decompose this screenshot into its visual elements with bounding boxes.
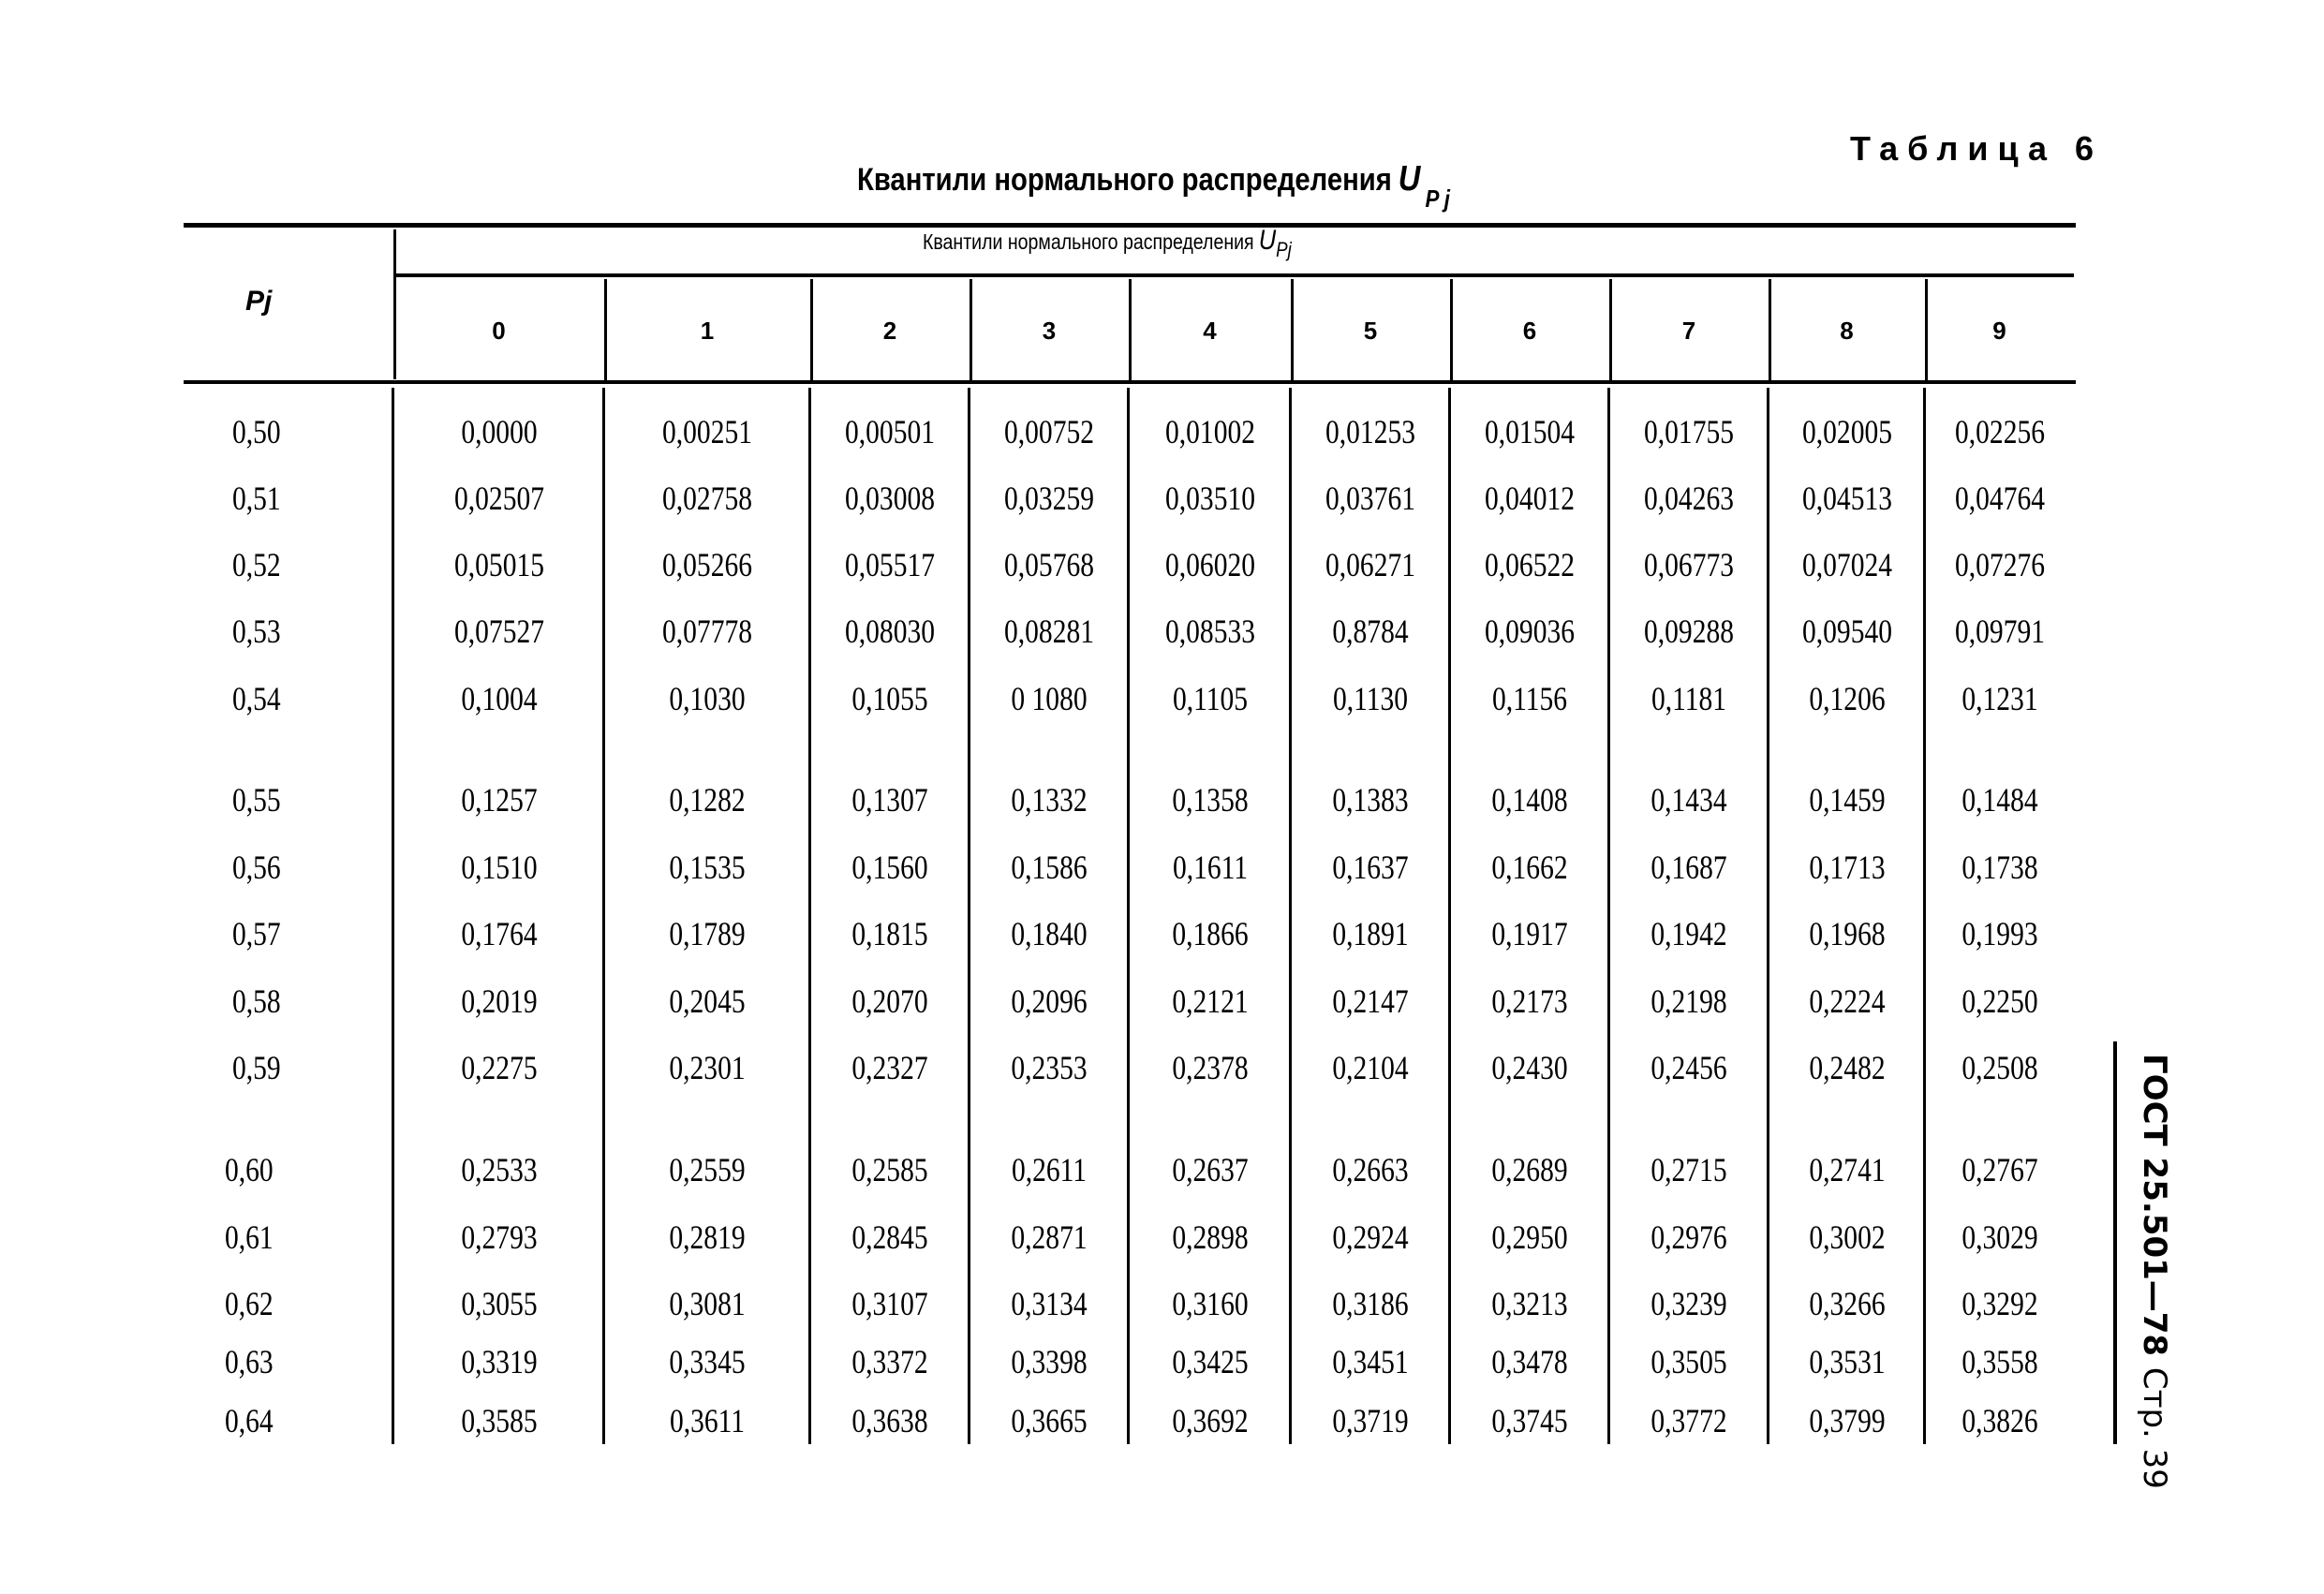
table-cell: 0,2767 [1961, 1151, 2038, 1188]
title-subscript: P j [1425, 184, 1450, 213]
body-column-divider [1127, 388, 1130, 1444]
body-column-divider [1767, 388, 1769, 1444]
body-column-divider [602, 388, 605, 1444]
table-cell: 0,3451 [1332, 1343, 1409, 1380]
table-cell: 0,3345 [669, 1343, 746, 1380]
table-cell: 0,2045 [669, 982, 746, 1020]
table-cell: 0,1257 [460, 781, 538, 819]
table-cell: 0,05517 [845, 546, 935, 583]
table-cell: 0,2741 [1808, 1151, 1886, 1188]
table-cell: 0,02256 [1954, 413, 2045, 450]
table-cell: 0,04263 [1644, 480, 1734, 517]
table-cell: 0,1004 [460, 680, 538, 717]
row-p-value: 0,53 [232, 613, 281, 650]
table-cell: 0,3772 [1650, 1402, 1727, 1439]
table-cell: 0,2198 [1650, 982, 1727, 1020]
body-column-divider [808, 388, 811, 1444]
table-cell: 0,2482 [1808, 1049, 1886, 1086]
table-cell: 0,2378 [1171, 1049, 1249, 1086]
table-cell: 0,08281 [1004, 613, 1094, 650]
row-p-value: 0,64 [225, 1402, 274, 1439]
table-cell: 0,2353 [1011, 1049, 1088, 1086]
header-column-divider [1925, 279, 1928, 380]
table-cell: 0,03259 [1004, 480, 1094, 517]
table-cell: 0,3638 [851, 1402, 928, 1439]
table-cell: 0,1130 [1332, 680, 1409, 717]
row-p-value: 0,61 [225, 1218, 274, 1256]
column-header-7: 7 [1681, 317, 1696, 345]
table-cell: 0,3531 [1808, 1343, 1886, 1380]
table-cell: 0,3665 [1011, 1402, 1088, 1439]
table-cell: 0,05266 [662, 546, 752, 583]
table-cell: 0,1891 [1332, 915, 1409, 952]
row-p-value: 0,56 [232, 849, 281, 886]
table-cell: 0,1156 [1491, 680, 1568, 717]
table-cell: 0,2637 [1171, 1151, 1249, 1188]
column-header-5: 5 [1363, 317, 1378, 345]
table-cell: 0,01504 [1485, 413, 1575, 450]
table-cell: 0,2715 [1650, 1151, 1727, 1188]
table-cell: 0,1662 [1491, 849, 1568, 886]
table-cell: 0,3266 [1808, 1285, 1886, 1322]
column-header-3: 3 [1042, 317, 1057, 345]
table-cell: 0,04513 [1801, 480, 1892, 517]
table-cell: 0,2871 [1011, 1218, 1088, 1256]
row-p-value: 0,62 [225, 1285, 274, 1322]
table-cell: 0,02758 [662, 480, 752, 517]
table-cell: 0,8784 [1332, 613, 1409, 650]
table-cell: 0,06773 [1644, 546, 1734, 583]
table-cell: 0,2924 [1332, 1218, 1409, 1256]
table-cell: 0,3692 [1171, 1402, 1249, 1439]
column-header-0: 0 [492, 317, 506, 345]
table-cell: 0,3186 [1332, 1285, 1409, 1322]
group-header-text: Квантили нормального распределения [923, 229, 1254, 254]
table-cell: 0,2819 [669, 1218, 746, 1256]
table-cell: 0,3398 [1011, 1343, 1088, 1380]
table-title-text: Квантили нормального распределения [857, 162, 1392, 198]
table-cell: 0,1484 [1961, 781, 2038, 819]
table-cell: 0,07024 [1801, 546, 1892, 583]
header-column-divider [604, 279, 607, 380]
row-p-value: 0,50 [232, 413, 281, 450]
table-cell: 0,09288 [1644, 613, 1734, 650]
table-cell: 0,2096 [1011, 982, 1088, 1020]
table-cell: 0,1206 [1808, 680, 1886, 717]
table-cell: 0,1332 [1011, 781, 1088, 819]
table-cell: 0,1307 [851, 781, 928, 819]
table-cell: 0,1942 [1650, 915, 1727, 952]
table-cell: 0,1815 [851, 915, 928, 952]
table-cell: 0,05768 [1004, 546, 1094, 583]
table-cell: 0,3081 [669, 1285, 746, 1322]
page-number: Стр. 39 [2136, 1366, 2173, 1489]
table-cell: 0,3505 [1650, 1343, 1727, 1380]
table-title [857, 159, 1450, 213]
body-column-divider [1923, 388, 1926, 1444]
table-cell: 0 1080 [1011, 680, 1088, 717]
table-cell: 0,08533 [1164, 613, 1255, 650]
table-cell: 0,01002 [1164, 413, 1255, 450]
table-cell: 0,03008 [845, 480, 935, 517]
table-cell: 0,0000 [460, 413, 538, 450]
row-p-value: 0,51 [232, 480, 281, 517]
header-column-divider [1450, 279, 1453, 380]
table-cell: 0,3745 [1491, 1402, 1568, 1439]
table-cell: 0,2173 [1491, 982, 1568, 1020]
table-cell: 0,03761 [1325, 480, 1415, 517]
table-cell: 0,1713 [1808, 849, 1886, 886]
table-cell: 0,1738 [1961, 849, 2038, 886]
table-cell: 0,1434 [1650, 781, 1727, 819]
table-cell: 0,2070 [851, 982, 928, 1020]
table-cell: 0,1181 [1650, 680, 1727, 717]
table-cell: 0,03510 [1164, 480, 1255, 517]
table-cell: 0,1586 [1011, 849, 1088, 886]
column-header-8: 8 [1840, 317, 1854, 345]
table-cell: 0,1510 [460, 849, 538, 886]
table-cell: 0,00501 [845, 413, 935, 450]
header-column-divider [1609, 279, 1612, 380]
table-cell: 0,00251 [662, 413, 752, 450]
table-cell: 0,1840 [1011, 915, 1088, 952]
column-header-2: 2 [882, 317, 897, 345]
body-column-divider [1448, 388, 1451, 1444]
table-cell: 0,2950 [1491, 1218, 1568, 1256]
table-cell: 0,1637 [1332, 849, 1409, 886]
table-cell: 0,2611 [1011, 1151, 1088, 1188]
side-label [2136, 1054, 2173, 1489]
table-cell: 0,3134 [1011, 1285, 1088, 1322]
table-cell: 0,3611 [669, 1402, 746, 1439]
table-cell: 0,2533 [460, 1151, 538, 1188]
table-cell: 0,04012 [1485, 480, 1575, 517]
row-header-pj: Pj [245, 286, 273, 317]
title-symbol: U [1398, 159, 1421, 199]
row-p-value: 0,60 [225, 1151, 274, 1188]
table-cell: 0,2019 [460, 982, 538, 1020]
table-cell: 0,3107 [851, 1285, 928, 1322]
table-cell: 0,3292 [1961, 1285, 2038, 1322]
table-cell: 0,2585 [851, 1151, 928, 1188]
table-cell: 0,09036 [1485, 613, 1575, 650]
table-cell: 0,09791 [1954, 613, 2045, 650]
table-cell: 0,1866 [1171, 915, 1249, 952]
row-p-value: 0,58 [232, 982, 281, 1020]
table-cell: 0,01755 [1644, 413, 1734, 450]
table-cell: 0,1789 [669, 915, 746, 952]
table-cell: 0,1611 [1172, 849, 1248, 886]
body-column-divider [1607, 388, 1610, 1444]
table-cell: 0,1358 [1171, 781, 1249, 819]
group-header [923, 225, 1292, 261]
table-cell: 0,09540 [1801, 613, 1892, 650]
header-column-divider [1769, 279, 1771, 380]
table-cell: 0,04764 [1954, 480, 2045, 517]
group-header-subscript: Pj [1276, 238, 1292, 261]
table-cell: 0,2898 [1171, 1218, 1249, 1256]
table-cell: 0,3425 [1171, 1343, 1249, 1380]
table-cell: 0,1231 [1961, 680, 2038, 717]
header-column-divider [810, 279, 813, 380]
table-cell: 0,06522 [1485, 546, 1575, 583]
row-p-value: 0,57 [232, 915, 281, 952]
table-cell: 0,1968 [1808, 915, 1886, 952]
header-column-divider [1291, 279, 1294, 380]
table-cell: 0,3319 [460, 1343, 538, 1380]
column-header-4: 4 [1203, 317, 1217, 345]
table-cell: 0,2508 [1961, 1049, 2038, 1086]
row-p-value: 0,54 [232, 680, 281, 717]
table-cell: 0,1459 [1808, 781, 1886, 819]
header-column-divider [970, 279, 972, 380]
group-header-symbol: U [1258, 225, 1277, 256]
row-p-value: 0,59 [232, 1049, 281, 1086]
table-cell: 0,3239 [1650, 1285, 1727, 1322]
table-cell: 0,1055 [851, 680, 928, 717]
table-cell: 0,2976 [1650, 1218, 1727, 1256]
table-cell: 0,07778 [662, 613, 752, 650]
table-cell: 0,1105 [1172, 680, 1248, 717]
table-cell: 0,3478 [1491, 1343, 1568, 1380]
table-cell: 0,2559 [669, 1151, 746, 1188]
table-cell: 0,06271 [1325, 546, 1415, 583]
table-cell: 0,01253 [1325, 413, 1415, 450]
row-p-value: 0,55 [232, 781, 281, 819]
row-p-value: 0,52 [232, 546, 281, 583]
table-cell: 0,1408 [1491, 781, 1568, 819]
body-column-divider [968, 388, 970, 1444]
table-cell: 0,2793 [460, 1218, 538, 1256]
table-cell: 0,2327 [851, 1049, 928, 1086]
standard-number: ГОСТ 25.501—78 [2136, 1054, 2173, 1357]
table-cell: 0,2147 [1332, 982, 1409, 1020]
table-cell: 0,02005 [1801, 413, 1892, 450]
table-cell: 0,2104 [1332, 1049, 1409, 1086]
table-cell: 0,3719 [1332, 1402, 1409, 1439]
table-cell: 0,08030 [845, 613, 935, 650]
body-column-divider [1289, 388, 1292, 1444]
table-cell: 0,1687 [1650, 849, 1727, 886]
table-cell: 0,2301 [669, 1049, 746, 1086]
body-column-divider [392, 388, 394, 1444]
header-bottom-rule [184, 380, 2076, 384]
table-cell: 0,3055 [460, 1285, 538, 1322]
table-cell: 0,07276 [1954, 546, 2045, 583]
table-cell: 0,1993 [1961, 915, 2038, 952]
table-cell: 0,1383 [1332, 781, 1409, 819]
table-cell: 0,2845 [851, 1218, 928, 1256]
table-cell: 0,3826 [1961, 1402, 2038, 1439]
table-cell: 0,2250 [1961, 982, 2038, 1020]
column-header-6: 6 [1522, 317, 1537, 345]
table-cell: 0,2689 [1491, 1151, 1568, 1188]
table-cell: 0,1030 [669, 680, 746, 717]
table-cell: 0,2275 [460, 1049, 538, 1086]
table-cell: 0,3585 [460, 1402, 538, 1439]
header-column-divider [1129, 279, 1132, 380]
table-cell: 0,3799 [1808, 1402, 1886, 1439]
table-cell: 0,3002 [1808, 1218, 1886, 1256]
table-cell: 0,05015 [453, 546, 544, 583]
table-cell: 0,1282 [669, 781, 746, 819]
table-cell: 0,2663 [1332, 1151, 1409, 1188]
table-cell: 0,3160 [1171, 1285, 1249, 1322]
table-cell: 0,2121 [1171, 982, 1249, 1020]
table-cell: 0,2224 [1808, 982, 1886, 1020]
table-cell: 0,1560 [851, 849, 928, 886]
table-cell: 0,06020 [1164, 546, 1255, 583]
column-header-9: 9 [1992, 317, 2006, 345]
table-cell: 0,3213 [1491, 1285, 1568, 1322]
table-cell: 0,3558 [1961, 1343, 2038, 1380]
table-number: Таблица 6 [1850, 129, 2104, 168]
table-cell: 0,1917 [1491, 915, 1568, 952]
table-cell: 0,00752 [1004, 413, 1094, 450]
table-cell: 0,2456 [1650, 1049, 1727, 1086]
table-cell: 0,1764 [460, 915, 538, 952]
side-rule [2113, 1041, 2117, 1444]
table-cell: 0,3029 [1961, 1218, 2038, 1256]
table-cell: 0,1535 [669, 849, 746, 886]
table-cell: 0,2430 [1491, 1049, 1568, 1086]
table-cell: 0,02507 [453, 480, 544, 517]
table-cell: 0,07527 [453, 613, 544, 650]
row-p-value: 0,63 [225, 1343, 274, 1380]
column-header-1: 1 [700, 317, 715, 345]
header-column-divider [393, 229, 396, 379]
table-cell: 0,3372 [851, 1343, 928, 1380]
group-header-rule [395, 273, 2074, 277]
